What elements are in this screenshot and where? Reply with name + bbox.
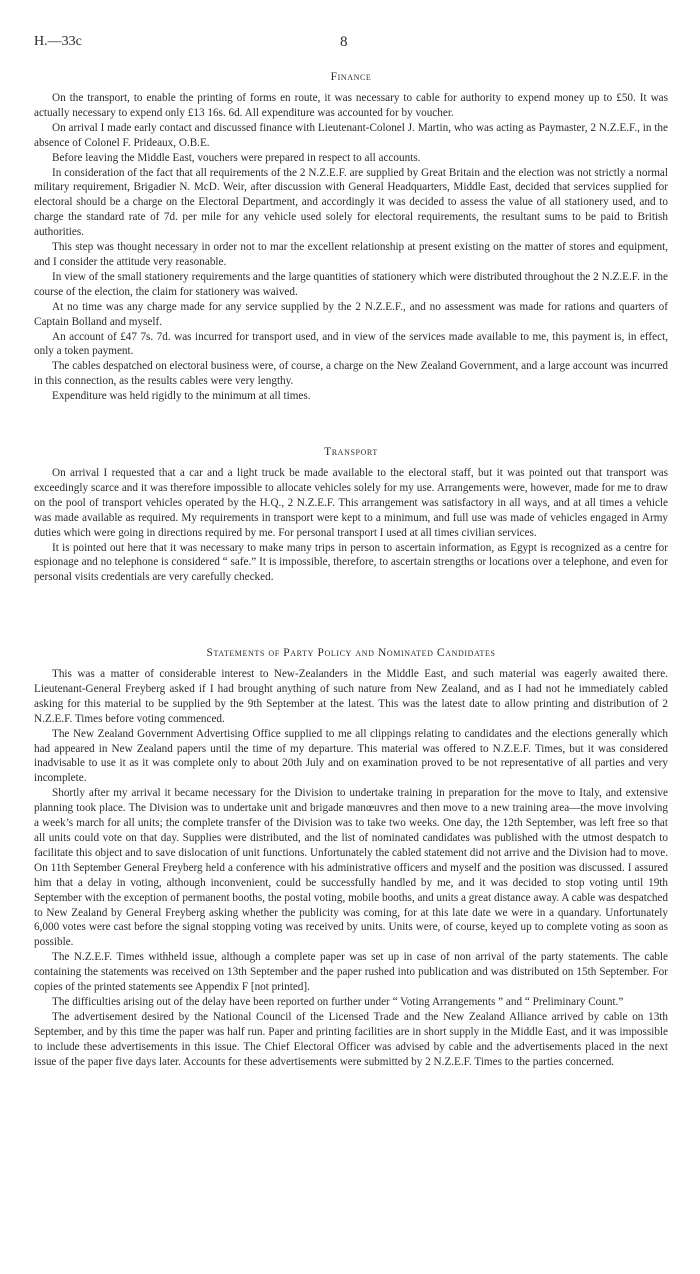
section-transport: [34, 446, 668, 585]
section-heading: Transport: [324, 446, 378, 458]
paragraph: On arrival I requested that a car and a light truck be made available to the electoral staff, but it was pointed out that transport was exceedingly scarce and it was therefore impossible to allocate vehicles solely for my use. Arrangements were, however, made for me to draw on the pool of transport vehicles operated by the H.Q., 2 N.Z.E.F. This arrangement was satisfactory in all ways, and at all times a vehicle was made available as required. My requirements in transport were kept to a minimum, and full use was made of vehicles engaged in Army duties which were going in directions required by me. For personal transport I used at all times civilian services.: [34, 467, 668, 539]
paragraph: The New Zealand Government Advertising Office supplied to me all clippings relating to candidates and the elections generally which had appeared in New Zealand papers until the time of my departure. This material was offered to N.Z.E.F. Times, but it was considered inadvisable to use it as it was complete only to about 20th July and on examination proved to be not representative of all parties and very incomplete.: [34, 727, 668, 785]
paragraph: The N.Z.E.F. Times withheld issue, although a complete paper was set up in case of non arrival of the party statements. The cable containing the statements was received on 13th September and the paper rushed into publication and was distributed on 15th September. For copies of the printed statements see Appendix F [not printed].: [34, 951, 668, 994]
paragraph: The advertisement desired by the National Council of the Licensed Trade and the New Zealand Alliance arrived by cable on 13th September, and by this time the paper was half run. Paper and printing facilities are in short supply in the Middle East, and it was impossible to include these advertisements in this issue. The Chief Electoral Officer was advised by cable and the advertisements placed in the next issue of the paper five days later. Accounts for these advertisements were submitted by 2 N.Z.E.F. Times to the parties concerned.: [34, 1010, 668, 1068]
section-finance: [34, 71, 668, 404]
paragraph: This step was thought necessary in order not to mar the excellent relationship at present existing on the matter of stores and equipment, and I consider the attitude very reasonable.: [34, 241, 668, 268]
paragraph: On arrival I made early contact and discussed finance with Lieutenant-Colonel J. Martin, who was acting as Paymaster, 2 N.Z.E.F., in the absence of Colonel F. Prideaux, O.B.E.: [34, 121, 668, 149]
section-party-statements: [34, 647, 668, 1069]
paragraph: An account of £47 7s. 7d. was incurred for transport used, and in view of the services made available to me, this payment is, in effect, only a token payment.: [34, 330, 668, 358]
paragraph: In view of the small stationery requirements and the large quantities of stationery which were distributed throughout the 2 N.Z.E.F. in the course of the election, the claim for stationery was waived.: [34, 270, 668, 298]
paragraph: In consideration of the fact that all requirements of the 2 N.Z.E.F. are supplied by Great Britain and the election was not strictly a normal military requirement, Brigadier N. McD. Weir, after discussion with General Headquarters, Middle East, decided that services supplied for electoral should be a charge on the Electoral Department, and accordingly it was decided to assess the value of all stationery used, and to charge the standard rate of 7d. per mile for any vehicle used solely for electoral requirements, the resultant sums to be paid to British authorities.: [34, 166, 668, 239]
section-heading: Finance: [330, 71, 372, 83]
paragraph: Expenditure was held rigidly to the minimum at all times.: [52, 390, 311, 403]
document-reference: H.—33c: [34, 34, 82, 49]
paragraph: Before leaving the Middle East, vouchers were prepared in respect to all accounts.: [52, 151, 421, 164]
paragraph: Shortly after my arrival it became necessary for the Division to undertake training in preparation for the move to Italy, and extensive planning took place. The Division was to undertake unit and brigade manœuvres and then move to a new training area—the move involving a week’s march for all units; the complete transfer of the Division was to take two weeks. One day, the 12th September, was left free so that all units could vote on that day. Supplies were distributed, and the list of nominated candidates was published with the utmost despatch to facilitate this object and to save dislocation of unit functions. Unfortunately the cabled statement did not arrive and the Division had to move. On 11th September General Freyberg held a conference with his administrative officers and myself and the position was discussed. I assured him that a delay in voting, although inconvenient, could be successfully handled by me, and it was decided to stop voting until 19th September with the exception of permanent booths, the postal voting, mobile booths, and units a great distance away. A cable was despatched to New Zealand by General Freyberg asking whether the publicity was coming, for at this late date we were in a quandary. Unfortunately 6,000 votes were cast before the signal stopping voting was received by units. Units were, of course, keyed up to complete voting as soon as possible.: [34, 787, 668, 949]
paragraph: At no time was any charge made for any service supplied by the 2 N.Z.E.F., and no assessment was made for rations and quarters of Captain Bolland and myself.: [34, 300, 668, 328]
section-heading: Statements of Party Policy and Nominated Candidates: [206, 647, 496, 659]
paragraph: The cables despatched on electoral business were, of course, a charge on the New Zealand Government, and a large account was incurred in this connection, as the results cables were very lengthy.: [34, 360, 668, 388]
paragraph: The difficulties arising out of the delay have been reported on further under “ Voting Arrangements ” and “ Preliminary Count.”: [52, 995, 624, 1008]
paragraph: On the transport, to enable the printing of forms en route, it was necessary to cable for authority to expend money up to £50. It was actually necessary to expend only £13 16s. 6d. All expenditure was accounted for by voucher.: [34, 92, 668, 119]
page-header: [34, 34, 666, 54]
paragraph: This was a matter of considerable interest to New-Zealanders in the Middle East, and such material was eagerly awaited there. Lieutenant-General Freyberg asked if I had brought anything of such nature from New Zealand, and as I had not he immediately cabled asking for this material to be supplied by the 9th September at the latest. This was the latest date to allow printing and distribution of 2 N.Z.E.F. Times before voting commenced.: [34, 668, 668, 725]
paragraph: It is pointed out here that it was necessary to make many trips in person to ascertain information, as Egypt is recognized as a centre for espionage and no telephone is considered “ safe.” It is impossible, therefore, to ascertain strengths or locations over a telephone, and even for personal visits credentials are very carefully checked.: [34, 541, 668, 584]
page-number: 8: [340, 34, 348, 50]
